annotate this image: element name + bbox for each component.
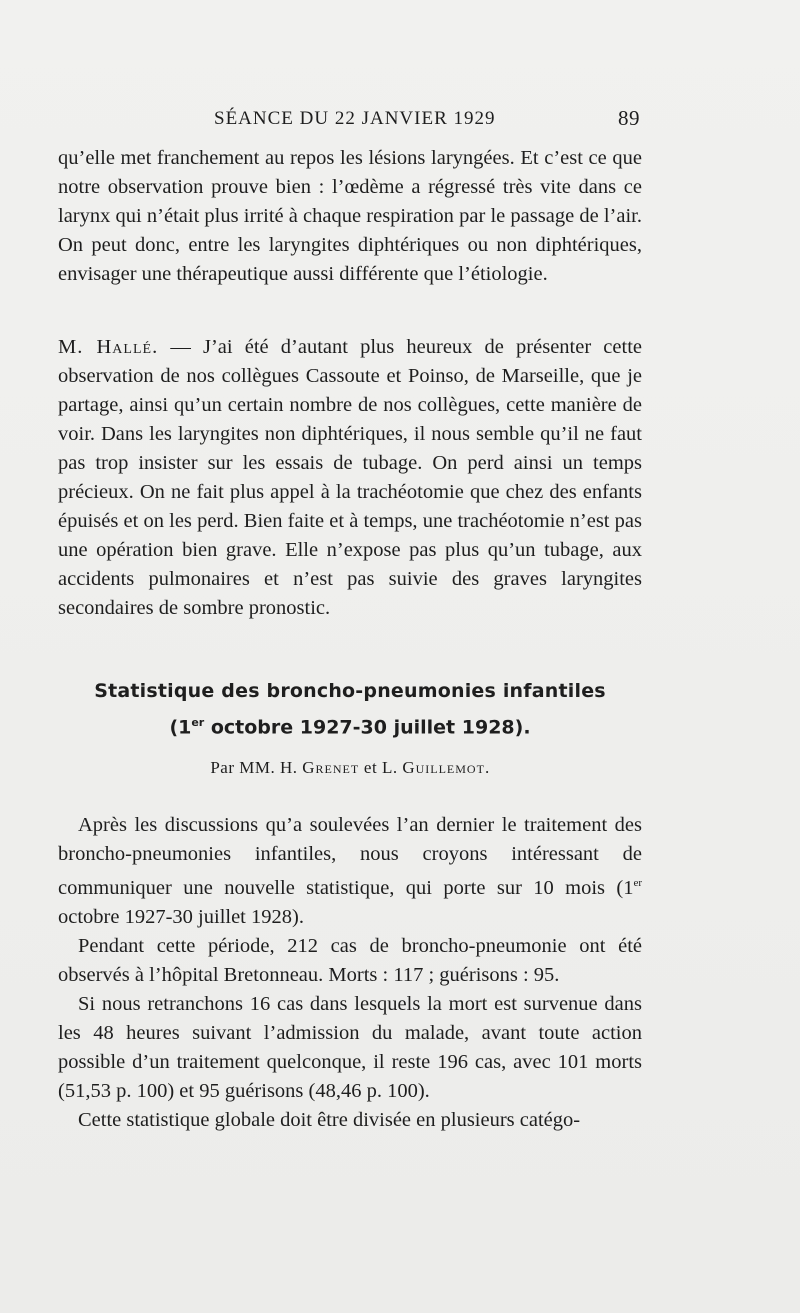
title-date-sup: er xyxy=(191,716,205,729)
article-byline xyxy=(58,758,642,778)
byline-prefix: Par MM. H. xyxy=(210,758,303,777)
title-date-open: (1 xyxy=(169,716,192,739)
byline-end: . xyxy=(484,758,490,777)
continuation-paragraph: qu’elle met franchement au repos les lésions laryngées. Et c’est ce que notre observation prouve bien : l’œdème a régressé très vite dans ce larynx qui n’était plus irrité à chaque respiration par le passage de l’air. On peut donc, entre les laryngites diphtériques ou non diphtériques, envisager une thérapeutique aussi différente que l’étiologie. xyxy=(58,147,642,285)
article-title xyxy=(58,676,642,744)
halle-paragraph-block xyxy=(58,333,642,623)
article-title-line1: Statistique des broncho-pneumonies infantiles xyxy=(94,680,606,702)
article-paragraph-2: Pendant cette période, 212 cas de broncho-pneumonie ont été observés à l’hôpital Bretonneau. Morts : 117 ; guérisons : 95. xyxy=(58,934,642,986)
halle-text: — J’ai été d’autant plus heureux de présenter cette observation de nos collègues Cassoute et Poinso, de Marseille, que je partage, ainsi qu’un certain nombre de nos collègues, cette manière de voir. Dans les laryngites non diphtériques, il nous semble qu’il ne faut pas trop insister sur les essais de tubage. On perd ainsi un temps précieux. On ne fait plus appel à la trachéotomie que chez des enfants épuisés et on les perd. Bien faite et à temps, une trachéotomie n’est pas une opération bien grave. Elle n’expose pas plus qu’un tubage, aux accidents pulmonaires et n’est pas suivie des graves laryngites secondaires de sombre pronostic. xyxy=(58,336,642,619)
article-title-line2 xyxy=(58,706,642,744)
author-grenet: Grenet xyxy=(302,758,360,777)
speaker-name: M. Hallé. xyxy=(58,336,159,358)
title-date-rest: octobre 1927-30 juillet 1928). xyxy=(204,716,531,739)
article-p1-text: Après les discussions qu’a soulevées l’an dernier le traitement des broncho-pneumonies infantiles, nous croyons intéressant de communiquer une nouvelle statistique, qui porte sur 10 mois (1 xyxy=(58,814,642,899)
article-p1-end: octobre 1927-30 juillet 1928). xyxy=(58,905,304,928)
halle-paragraph xyxy=(58,333,642,623)
header-title: SÉANCE DU 22 JANVIER 1929 xyxy=(214,108,496,129)
article-paragraph-3: Si nous retranchons 16 cas dans lesquels la mort est survenue dans les 48 heures suivant l’admission du malade, avant toute action possible d’un traitement quelconque, il reste 196 cas, avec 101 morts (51,53 p. 100) et 95 guérisons (48,46 p. 100). xyxy=(58,992,642,1102)
article-body xyxy=(58,811,642,1135)
author-guillemot: Guillemot xyxy=(402,758,485,777)
article-p1-sup: er xyxy=(633,877,642,889)
page-number: 89 xyxy=(618,106,640,130)
running-header xyxy=(200,104,640,134)
article-paragraph-1 xyxy=(58,811,642,932)
article-paragraph-4: Cette statistique globale doit être divisée en plusieurs catégo- xyxy=(78,1108,581,1131)
continuation-paragraph-block xyxy=(58,144,642,289)
byline-mid: et L. xyxy=(359,758,403,777)
